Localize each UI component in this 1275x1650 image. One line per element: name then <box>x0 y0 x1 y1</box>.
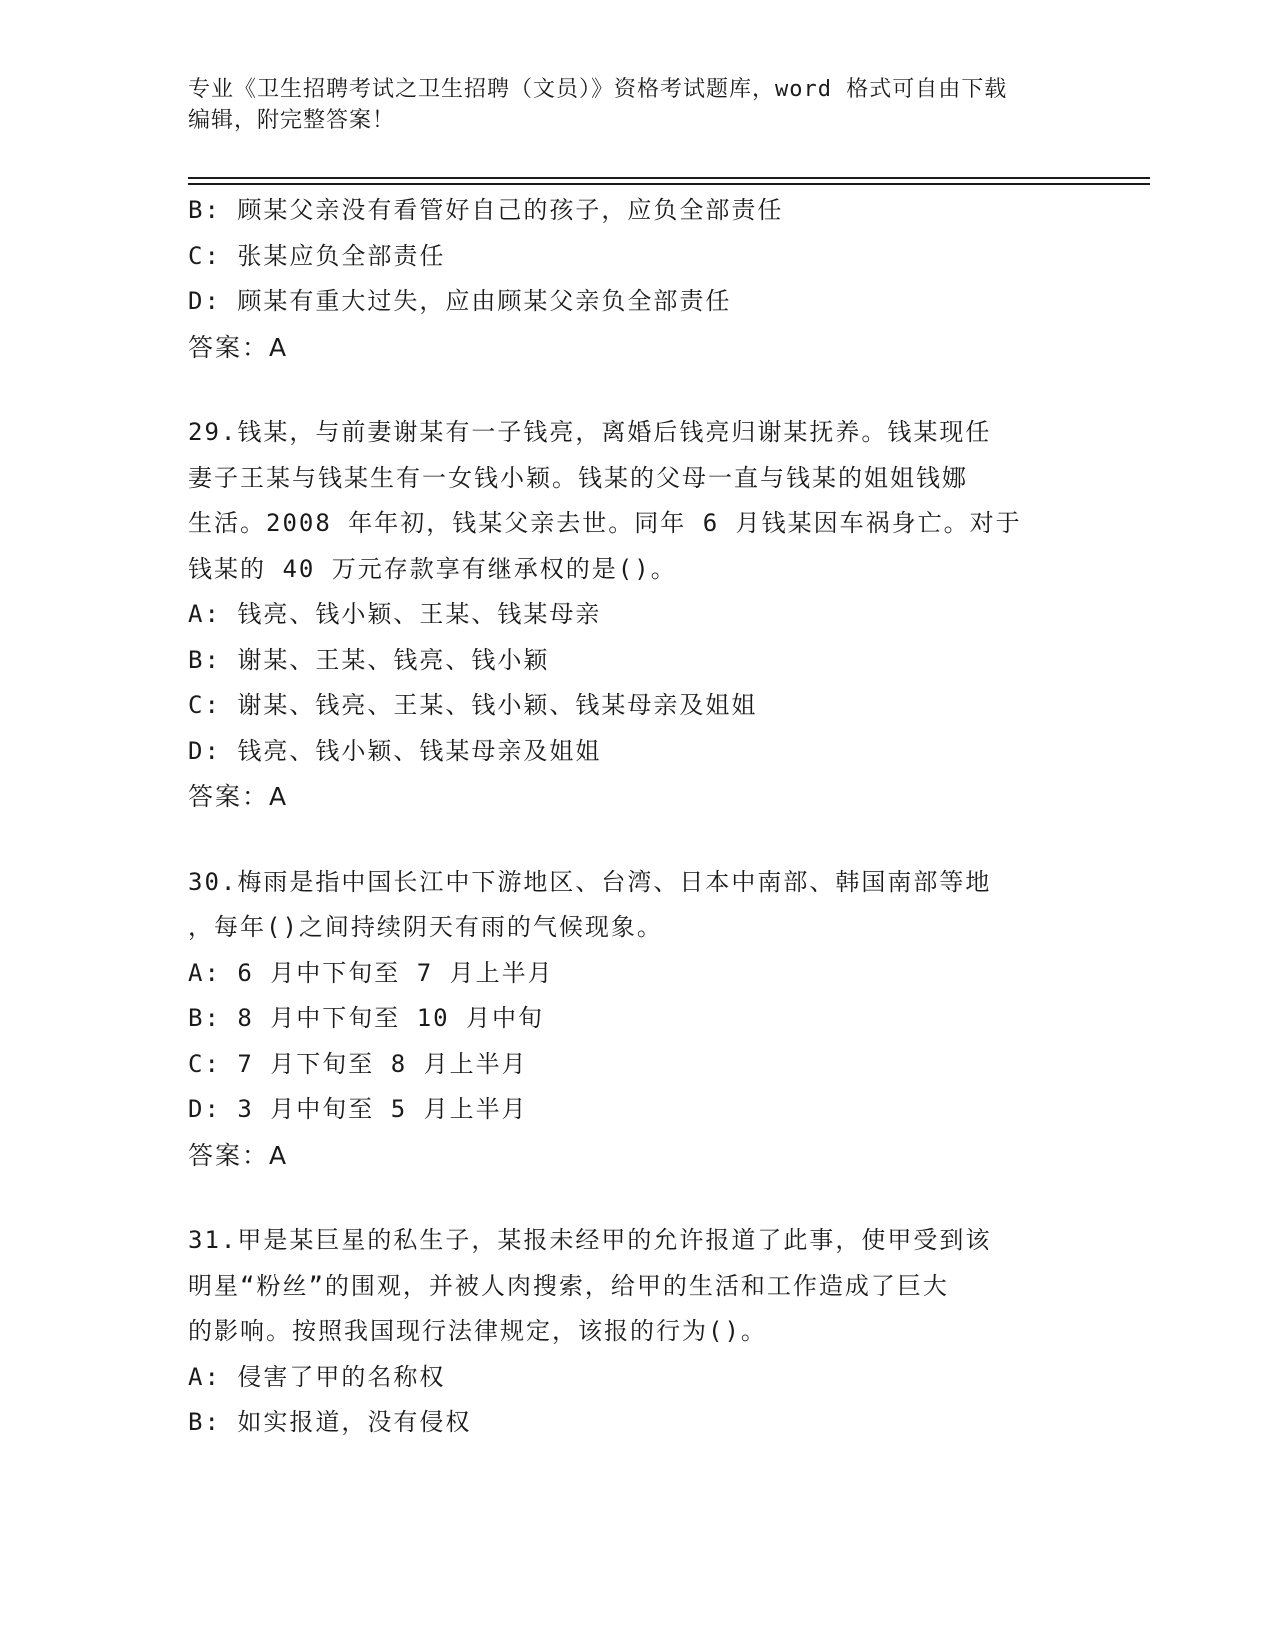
question-text-line: 生活。2008 年年初，钱某父亲去世。同年 6 月钱某因车祸身亡。对于 <box>188 509 1022 537</box>
question-28-continued <box>188 188 1088 370</box>
option-a: A: 钱亮、钱小颖、王某、钱某母亲 <box>188 600 602 628</box>
answer-line: 答案：A <box>188 782 289 811</box>
question-text-line: 31.甲是某巨星的私生子，某报未经甲的允许报道了此事，使甲受到该 <box>188 1226 992 1254</box>
question-text-line: 30.梅雨是指中国长江中下游地区、台湾、日本中南部、韩国南部等地 <box>188 867 992 896</box>
question-30 <box>188 860 1088 1179</box>
option-b: B: 8 月中下旬至 10 月中旬 <box>188 1004 545 1032</box>
question-list <box>188 188 1088 1446</box>
option-a: A: 6 月中下旬至 7 月上半月 <box>188 958 554 987</box>
header-line: 编辑，附完整答案！ <box>188 108 396 133</box>
question-text-line: 明星“粉丝”的围观，并被人肉搜索，给甲的生活和工作造成了巨大 <box>188 1271 949 1300</box>
option-d: D: 3 月中旬至 5 月上半月 <box>188 1095 528 1123</box>
header-line: 专业《卫生招聘考试之卫生招聘（文员）》资格考试题库，word 格式可自由下载 <box>188 77 1008 102</box>
answer-line: 答案：A <box>188 1140 289 1170</box>
header-divider <box>188 183 1150 185</box>
option-d: D: 钱亮、钱小颖、钱某母亲及姐姐 <box>188 736 602 765</box>
option-c: C: 张某应负全部责任 <box>188 241 446 270</box>
question-text-line: 钱某的 40 万元存款享有继承权的是()。 <box>188 554 677 583</box>
question-text-line: 的影响。按照我国现行法律规定，该报的行为()。 <box>188 1317 767 1345</box>
option-b: B: 如实报道，没有侵权 <box>188 1408 472 1436</box>
question-31 <box>188 1218 1088 1446</box>
answer-line: 答案：A <box>188 332 289 362</box>
option-d: D: 顾某有重大过失，应由顾某父亲负全部责任 <box>188 287 732 315</box>
option-c: C: 7 月下旬至 8 月上半月 <box>188 1049 528 1078</box>
question-text-line: 29.钱某，与前妻谢某有一子钱亮，离婚后钱亮归谢某抚养。钱某现任 <box>188 418 992 446</box>
document-header <box>188 74 1088 136</box>
question-29 <box>188 410 1088 820</box>
header-divider <box>188 177 1150 179</box>
option-b: B: 顾某父亲没有看管好自己的孩子，应负全部责任 <box>188 196 784 224</box>
option-b: B: 谢某、王某、钱亮、钱小颖 <box>188 645 550 674</box>
option-c: C: 谢某、钱亮、王某、钱小颖、钱某母亲及姐姐 <box>188 691 758 719</box>
question-text-line: ，每年()之间持续阴天有雨的气候现象。 <box>188 913 663 941</box>
option-a: A: 侵害了甲的名称权 <box>188 1362 446 1391</box>
question-text-line: 妻子王某与钱某生有一女钱小颖。钱某的父母一直与钱某的姐姐钱娜 <box>188 463 968 492</box>
